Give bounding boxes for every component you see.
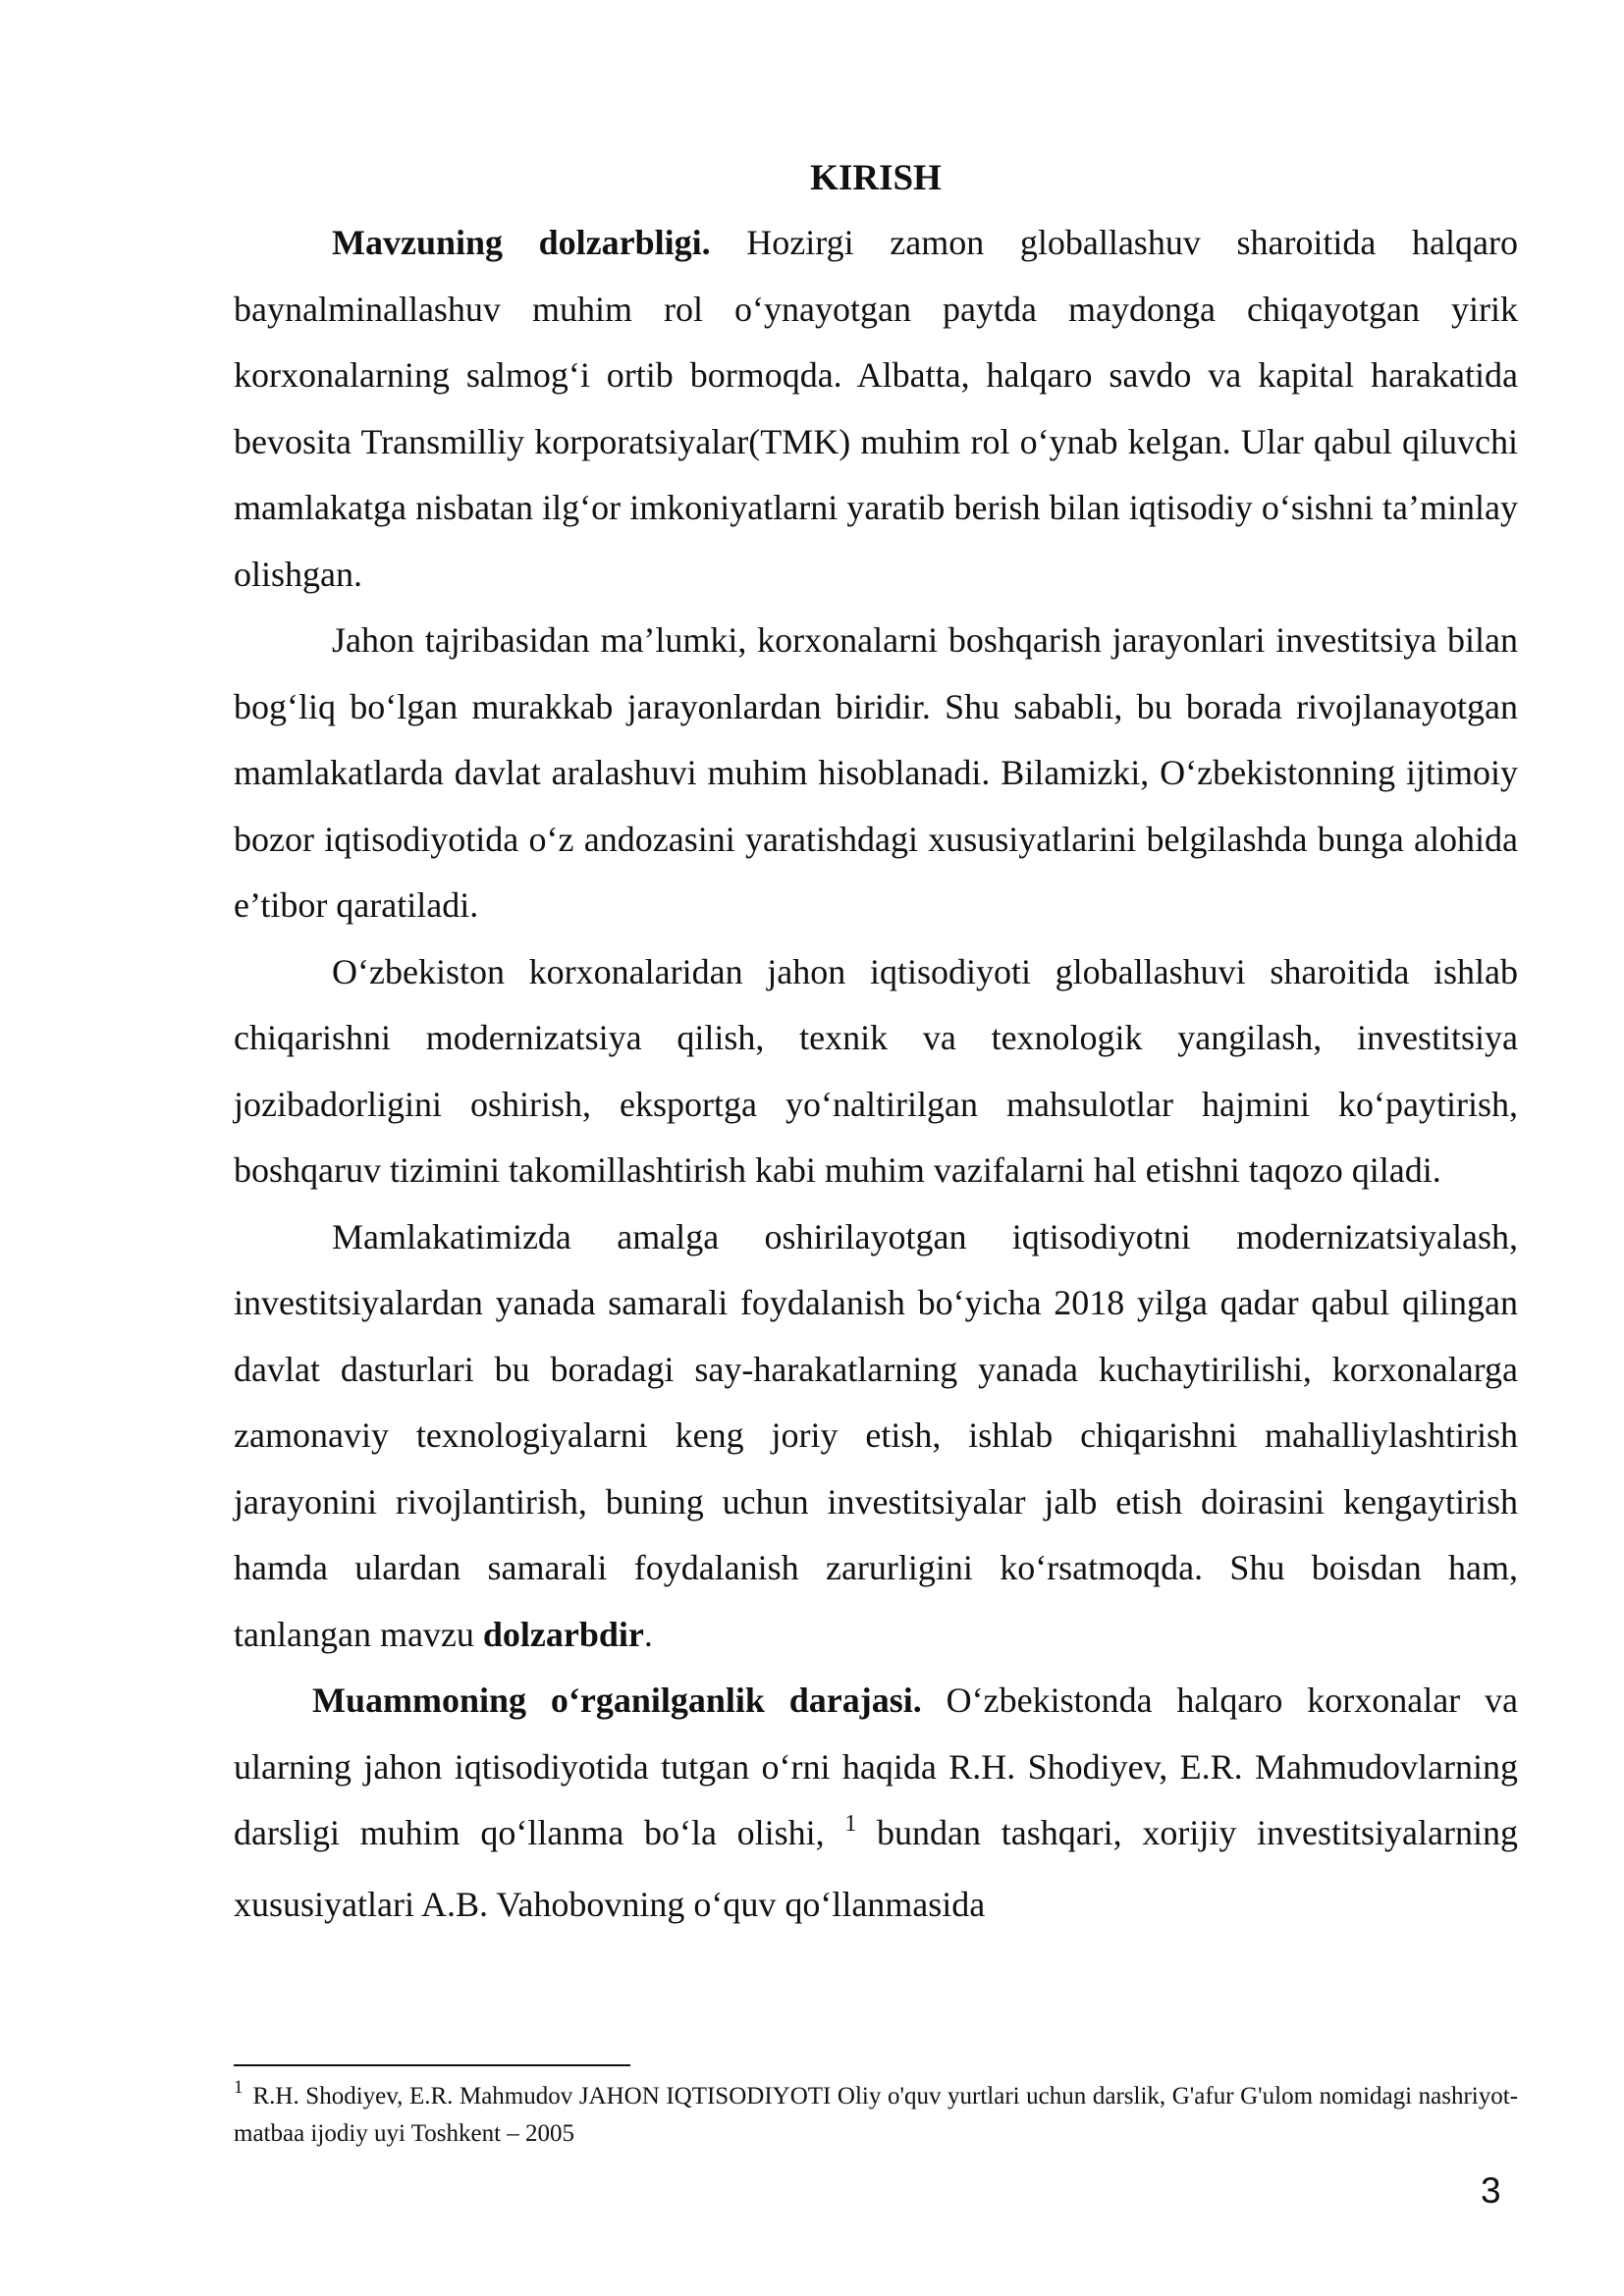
paragraph-text: Jahon tajribasidan ma’lumki, korxonalarni boshqarish jarayonlari investitsiya bilan bog‘liq bo‘lgan murakkab jarayonlardan biridir. Shu sababli, bu borada rivojlanayotgan mamlakatlarda davlat aralashuvi muhim hisoblanadi. Bilamizki, O‘zbekistonning ijtimoiy bozor iqtisodiyotida o‘z andozasini yaratishdagi xususiyatlarini belgilashda bunga alohida e’tibor qaratiladi. [234, 620, 1518, 925]
page-body [234, 147, 1518, 1938]
footnote [234, 2079, 1518, 2152]
paragraph-tail: bundan tashqari, xorijiy investitsiyalarning xususiyatlari A.B. Vahobovning o‘quv qo‘llanmasida [234, 1813, 1518, 1924]
paragraph-tail: . [643, 1614, 653, 1654]
paragraph-lead: Muammoning o‘rganilganlik darajasi. [312, 1681, 922, 1720]
paragraph-relevance [234, 210, 1518, 608]
paragraph-enterprises [234, 939, 1518, 1204]
paragraph-text: Hozirgi zamon globallashuv sharoitida halqaro baynalminallashuv muhim rol o‘ynayotgan paytda maydonga chiqayotgan yirik korxonalarning salmog‘i ortib bormoqda. Albatta, halqaro savdo va kapital harakatida bevosita Transmilliy korporatsiyalar(TMK) muhim rol o‘ynab kelgan. Ular qabul qiluvchi mamlakatga nisbatan ilg‘or imkoniyatlarni yaratib berish bilan iqtisodiy o‘sishni ta’minlay olishgan. [234, 223, 1518, 594]
page-number: 3 [1481, 2170, 1501, 2211]
paragraph-lead: Mavzuning dolzarbligi. [332, 223, 711, 262]
paragraph-text: Mamlakatimizda amalga oshirilayotgan iqtisodiyotni modernizatsiyalash, investitsiyalardan yanada samarali foydalanish bo‘yicha 2018 yilga qadar qabul qilingan davlat dasturlari bu boradagi say-harakatlarning yanada kuchaytirilishi, korxonalarga zamonaviy texnologiyalarni keng joriy etish, ishlab chiqarishni mahalliylashtirish jarayonini rivojlantirish, buning uchun investitsiyalar jalb etish doirasini kengaytirish hamda ulardan samarali foydalanish zarurligini ko‘rsatmoqda. Shu boisdan ham, tanlangan mavzu [234, 1216, 1518, 1654]
footnote-mark: 1 [234, 2077, 244, 2098]
paragraph-modernization [234, 1204, 1518, 1669]
paragraph-text: O‘zbekistonda halqaro korxonalar va ularning jahon iqtisodiyotida tutgan o‘rni haqida R.H. Shodiyev, E.R. Mahmudovlarning darsligi muhim qo‘llanma bo‘la olishi, [234, 1681, 1519, 1852]
footnote-reference[interactable]: 1 [844, 1811, 857, 1837]
section-heading: KIRISH [810, 158, 942, 198]
paragraph-text: O‘zbekiston korxonalaridan jahon iqtisodiyoti globallashuvi sharoitida ishlab chiqarishni modernizatsiya qilish, texnik va texnologik yangilash, investitsiya jozibadorligini oshirish, eksportga yo‘naltirilgan mahsulotlar hajmini ko‘paytirish, boshqaruv tizimini takomillashtirish kabi muhim vazifalarni hal etishni taqozo qiladi. [234, 951, 1518, 1190]
footnote-text: R.H. Shodiyev, E.R. Mahmudov JAHON IQTISODIYOTI Oliy o'quv yurtlari uchun darslik, G'afur G'ulom nomidagi nashriyot-matbaa ijodiy uyi Toshkent – 2005 [234, 2083, 1518, 2147]
paragraph-world-experience [234, 608, 1518, 939]
paragraph-emphasis: dolzarbdir [482, 1614, 644, 1654]
paragraph-research-level [234, 1668, 1518, 1938]
footnote-divider [234, 2064, 630, 2066]
